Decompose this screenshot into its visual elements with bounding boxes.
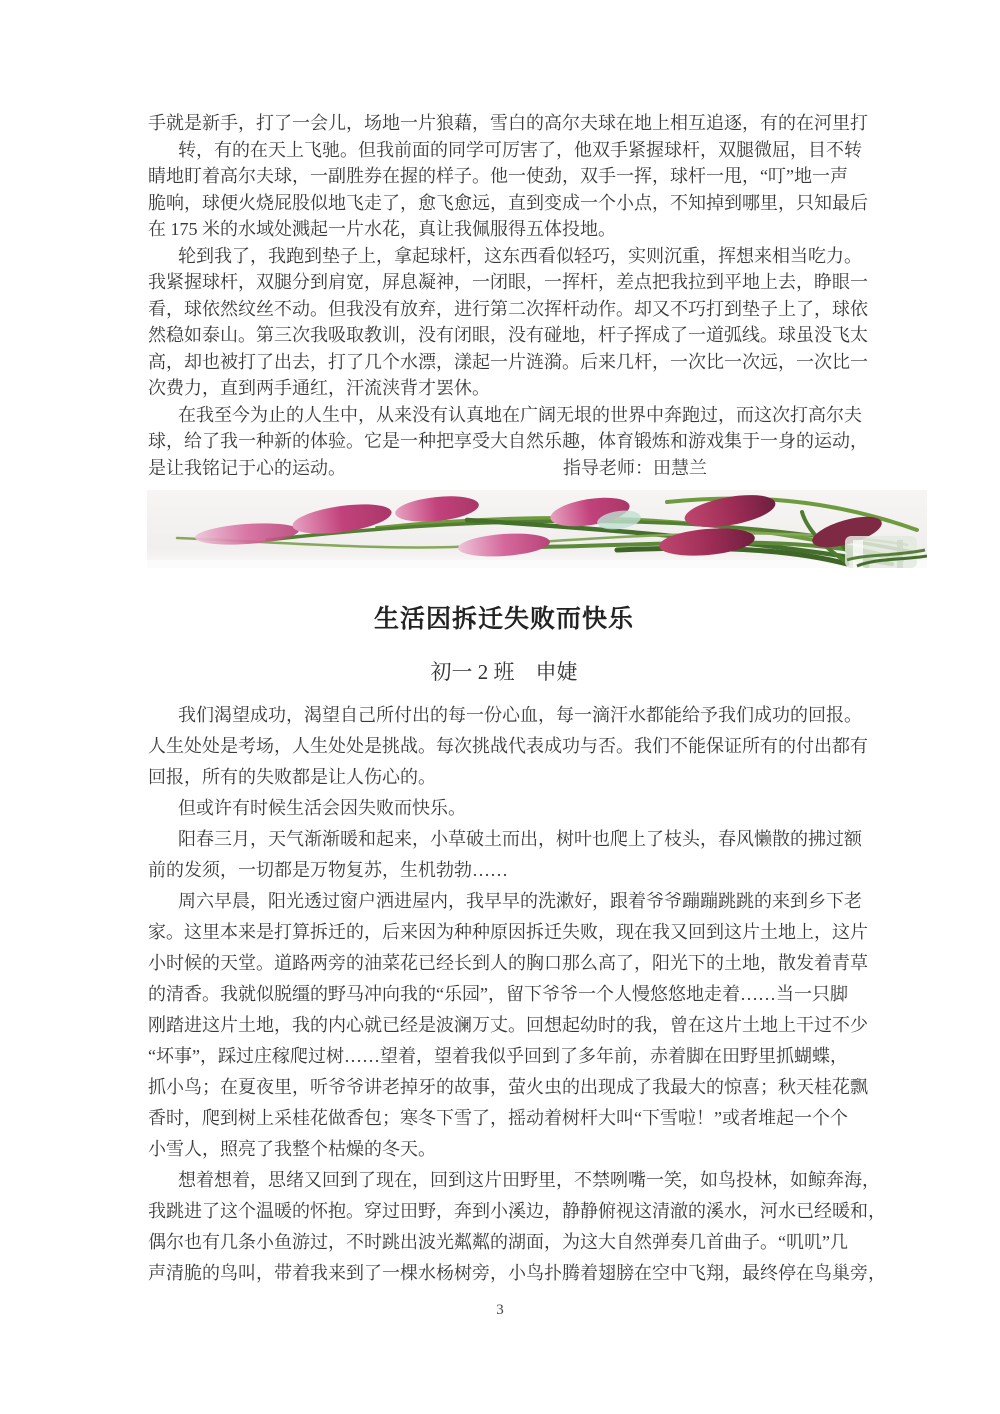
essay2-title: 生活因拆迁失败而快乐 bbox=[373, 606, 634, 633]
text-line: 我紧握球杆，双腿分到肩宽，屏息凝神，一闭眼，一挥杆，差点把我拉到平地上去，睁眼一 bbox=[148, 272, 868, 292]
text-line: “坏事”，踩过庄稼爬过树……望着，望着我似乎回到了多年前，赤着脚在田野里抓蝴蝶， bbox=[148, 1046, 848, 1066]
tulips-photo-graphic bbox=[147, 490, 927, 568]
text-line: 我跳进了这个温暖的怀抱。穿过田野，奔到小溪边，静静俯视这清澈的溪水，河水已经暖和， bbox=[148, 1201, 886, 1221]
text-line: 偶尔也有几条小鱼游过，不时跳出波光粼粼的湖面，为这大自然弹奏几首曲子。“叽叽”几 bbox=[148, 1232, 848, 1252]
text-line: 香时，爬到树上采桂花做香包；寒冬下雪了，摇动着树杆大叫“下雪啦！”或者堆起一个个 bbox=[148, 1108, 848, 1128]
text-line: 看，球依然纹丝不动。但我没有放弃，进行第二次挥杆动作。却又不巧打到垫子上了，球依 bbox=[148, 298, 868, 319]
essay1-body bbox=[148, 110, 868, 481]
text-line: 睛地盯着高尔夫球，一副胜券在握的样子。他一使劲，双手一挥，球杆一甩，“叮”地一声 bbox=[148, 166, 848, 186]
paragraph bbox=[148, 886, 868, 1165]
paragraph bbox=[148, 793, 860, 824]
text-line: 的清香。我就似脱缰的野马冲向我的“乐园”，留下爷爷一个人慢悠悠地走着……当一只脚 bbox=[148, 984, 848, 1004]
paragraph bbox=[148, 700, 868, 793]
text-line: 轮到我了，我跑到垫子上，拿起球杆，这东西看似轻巧，实则沉重，挥想来相当吃力。 bbox=[178, 245, 862, 266]
text-line: 小雪人，照亮了我整个枯燥的冬天。 bbox=[148, 1139, 436, 1159]
paragraph bbox=[148, 824, 860, 886]
essay2-body bbox=[148, 700, 886, 1289]
paragraph bbox=[148, 110, 868, 243]
text-line: 声清脆的鸟叫，带着我来到了一棵水杨树旁，小鸟扑腾着翅膀在空中飞翔，最终停在鸟巢旁， bbox=[148, 1263, 886, 1283]
text-line: 抓小鸟；在夏夜里，听爷爷讲老掉牙的故事，萤火虫的出现成了我最大的惊喜；秋天桂花飘 bbox=[148, 1077, 868, 1097]
text-line: 高，却也被打了出去，打了几个水漂，漾起一片涟漪。后来几杆，一次比一次远，一次比一 bbox=[148, 351, 868, 372]
paragraph bbox=[148, 243, 868, 402]
text-line: 小时候的天堂。道路两旁的油菜花已经长到人的胸口那么高了，阳光下的土地，散发着青草 bbox=[148, 953, 868, 973]
text-line: 周六早晨，阳光透过窗户洒进屋内，我早早的洗漱好，跟着爷爷蹦蹦跳跳的来到乡下老 bbox=[178, 891, 862, 911]
closing-sentence: 是让我铭记于心的运动。 bbox=[148, 457, 346, 478]
text-line: 然稳如泰山。第三次我吸取教训，没有闭眼，没有碰地，杆子挥成了一道弧线。球虽没飞太 bbox=[148, 325, 868, 345]
tulips-photo bbox=[147, 490, 927, 568]
text-line: 手就是新手，打了一会儿，场地一片狼藉，雪白的高尔夫球在地上相互追逐，有的在河里打 bbox=[148, 113, 868, 133]
text-line: 次费力，直到两手通红，汗流浃背才罢休。 bbox=[148, 378, 490, 398]
text-line bbox=[148, 455, 860, 482]
text-line: 刚踏进这片土地，我的内心就已经是波澜万丈。回想起幼时的我，曾在这片土地上干过不少 bbox=[148, 1015, 868, 1035]
text-line: 转，有的在天上飞驰。但我前面的同学可厉害了，他双手紧握球杆，双腿微屈，目不转 bbox=[178, 139, 862, 160]
text-line: 在 175 米的水域处溅起一片水花，真让我佩服得五体投地。 bbox=[148, 219, 616, 239]
text-line: 前的发须，一切都是万物复苏，生机勃勃…… bbox=[148, 860, 508, 880]
text-line: 但或许有时候生活会因失败而快乐。 bbox=[178, 798, 466, 818]
teacher-byline: 指导老师：田慧兰 bbox=[563, 457, 707, 478]
text-line: 我们渴望成功，渴望自己所付出的每一份心血，每一滴汗水都能给予我们成功的回报。 bbox=[178, 705, 862, 725]
text-line: 在我至今为止的人生中，从来没有认真地在广阔无垠的世界中奔跑过，而这次打高尔夫 bbox=[178, 404, 862, 425]
text-line: 人生处处是考场，人生处处是挑战。每次挑战代表成功与否。我们不能保证所有的付出都有 bbox=[148, 736, 868, 756]
text-line: 回报，所有的失败都是让人伤心的。 bbox=[148, 767, 436, 787]
paragraph bbox=[148, 1165, 886, 1289]
text-line: 脆响，球便火烧屁股似地飞走了，愈飞愈远，直到变成一个小点，不知掉到哪里，只知最后 bbox=[148, 192, 868, 213]
text-line: 想着想着，思绪又回到了现在，回到这片田野里，不禁咧嘴一笑，如鸟投林，如鲸奔海， bbox=[178, 1170, 880, 1190]
text-line: 阳春三月，天气渐渐暖和起来，小草破土而出，树叶也爬上了枝头，春风懒散的拂过额 bbox=[178, 829, 862, 849]
essay2-author: 初一 2 班 申婕 bbox=[430, 660, 578, 684]
text-line: 家。这里本来是打算拆迁的，后来因为种种原因拆迁失败，现在我又回到这片土地上，这片 bbox=[148, 922, 868, 942]
paragraph bbox=[148, 402, 868, 482]
page-number: 3 bbox=[496, 1302, 504, 1318]
text-line: 球，给了我一种新的体验。它是一种把享受大自然乐趣，体育锻炼和游戏集于一身的运动， bbox=[148, 431, 868, 451]
